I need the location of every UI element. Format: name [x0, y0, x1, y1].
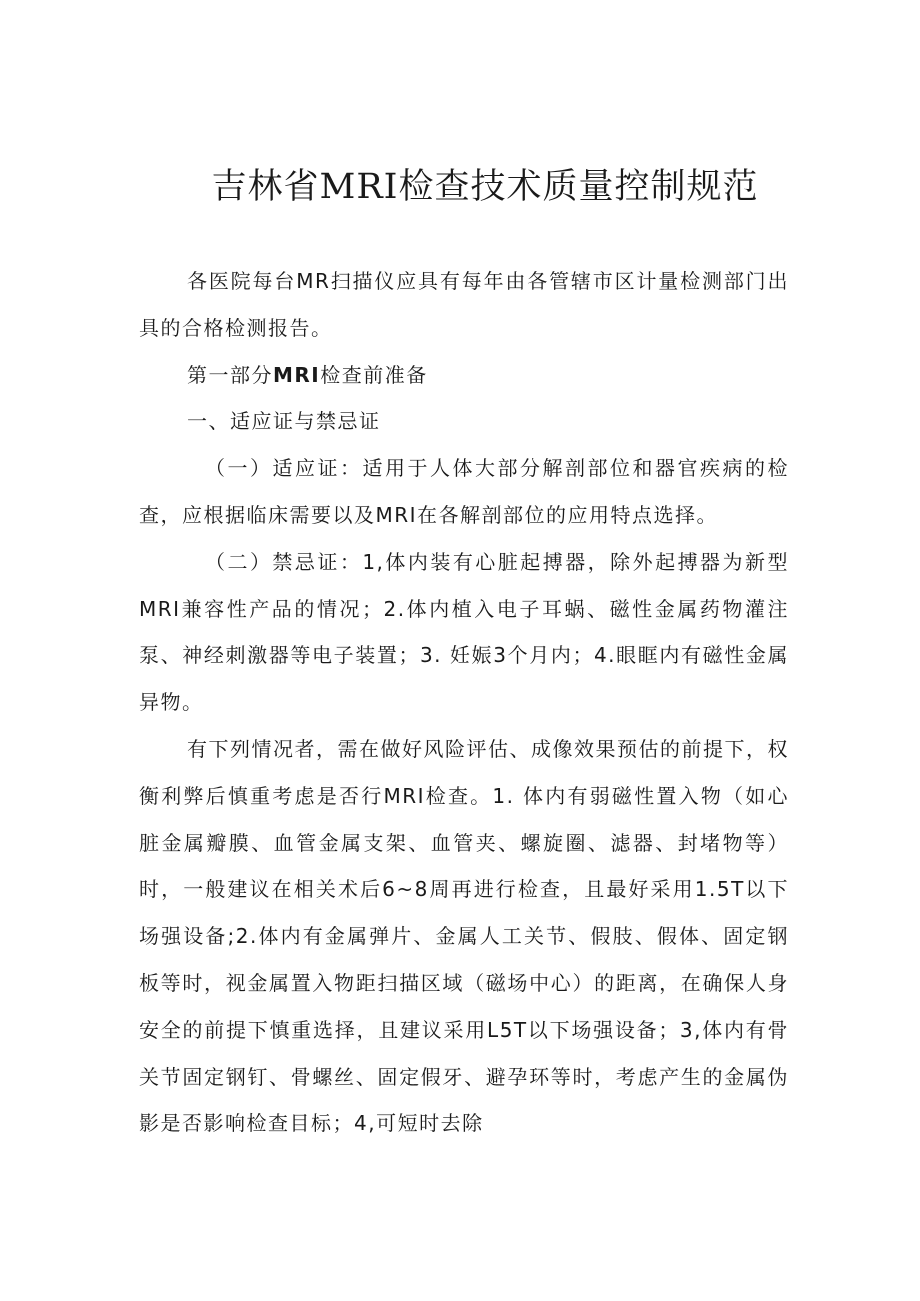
part-heading-suffix: 检查前准备: [320, 362, 428, 387]
part-heading: [139, 352, 789, 399]
part-heading-prefix: 第一部分: [187, 362, 273, 387]
indications-paragraph: （一）适应证：适用于人体大部分解剖部位和器官疾病的检查，应根据临床需要以及MRI在各解剖部位的应用特点选择。: [139, 456, 789, 527]
document-title: 吉林省MRI检查技术质量控制规范: [211, 167, 759, 207]
part-heading-emphasis: MRI: [273, 362, 321, 387]
cautions-paragraph: 有下列情况者，需在做好风险评估、成像效果预估的前提下，权衡利弊后慎重考虑是否行MRI检查。1. 体内有弱磁性置入物（如心脏金属瓣膜、血管金属支架、血管夹、螺旋圈、滤器、封堵物等）时，一般建议在相关术后6~8周再进行检查，且最好采用1.5T以下场强设备;2.体内有金属弹片、金属人工关节、假肢、假体、固定钢板等时，视金属置入物距扫描区域（磁场中心）的距离，在确保人身安全的前提下慎重选择，且建议采用L5T以下场强设备；3,体内有骨关节固定钢钉、骨螺丝、固定假牙、避孕环等时，考虑产生的金属伪影是否影响检查目标；4,可短时去除: [139, 736, 789, 1136]
contraindications-paragraph: （二）禁忌证：1,体内装有心脏起搏器，除外起搏器为新型MRI兼容性产品的情况；2.体内植入电子耳蜗、磁性金属药物灌注泵、神经刺激器等电子装置；3. 妊娠3个月内；4.眼眶内有磁性金属异物。: [139, 549, 789, 715]
intro-paragraph: 各医院每台MR扫描仪应具有每年由各管辖市区计量检测部门出具的合格检测报告。: [139, 269, 789, 340]
section-heading: 一、适应证与禁忌证: [187, 409, 381, 434]
document-body: [139, 258, 789, 1147]
